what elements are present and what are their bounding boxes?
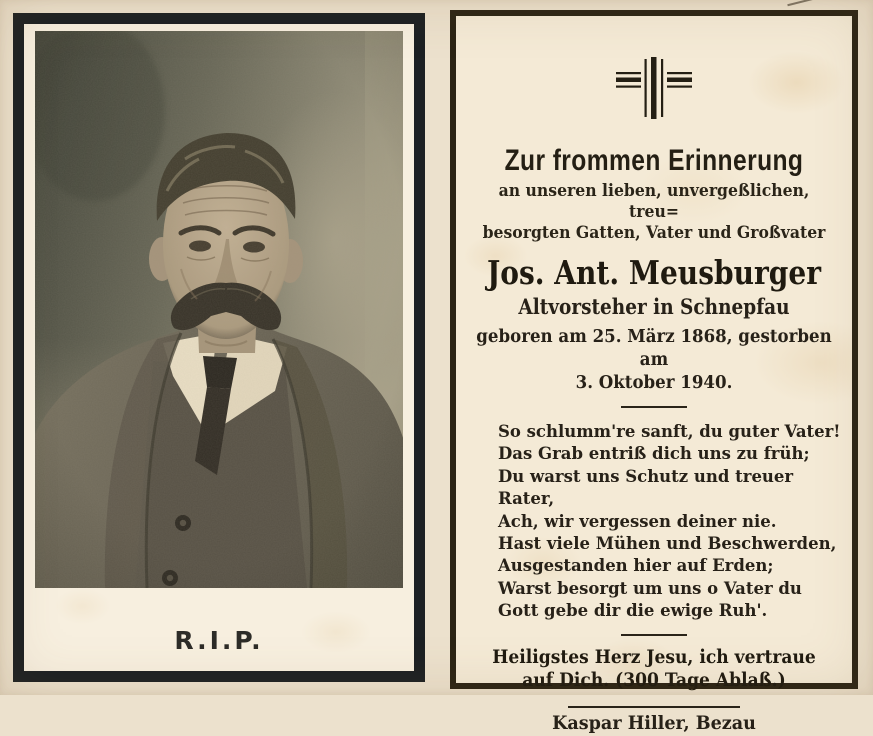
poem-line: Du warst uns Schutz und treuer Rater,: [498, 466, 794, 510]
publisher: Kaspar Hiller, Bezau: [552, 712, 756, 734]
portrait-photo: [35, 31, 403, 588]
poem-line: So schlumm're sanft, du guter Vater!: [498, 422, 841, 442]
deceased-name: Jos. Ant. Meusburger: [486, 253, 822, 292]
memorial-text-card: [450, 10, 858, 734]
poem-line: Ausgestanden hier auf Erden;: [498, 556, 774, 577]
publisher-rule: [568, 706, 740, 708]
poem-line: Gott gebe dir die ewige Ruh'.: [498, 601, 768, 622]
poem-line: Hast viele Mühen und Beschwerden,: [498, 534, 837, 555]
dedication-line-1: an unseren lieben, unvergeßlichen, treu=: [498, 181, 810, 222]
portrait-photo-illustration: [35, 31, 403, 588]
poem-line: Ach, wir vergessen deiner nie.: [498, 511, 777, 532]
photo-card: [13, 13, 425, 682]
cross-icon: [609, 56, 699, 120]
card-heading: Zur frommen Erinnerung: [504, 144, 804, 177]
dates-line-1: geboren am 25. März 1868, gestorben am: [476, 327, 832, 370]
dedication-line-2: besorgten Gatten, Vater und Großvater: [482, 223, 826, 243]
memorial-poem: [498, 421, 841, 623]
dates-line-2: 3. Oktober 1940.: [575, 373, 733, 393]
rip-caption: R.I.P.: [174, 626, 264, 655]
divider-rule: [621, 634, 687, 636]
devotion-line-2: auf Dich. (300 Tage Ablaß.): [522, 669, 786, 692]
deceased-role: Altvorsteher in Schnepfau: [518, 294, 790, 319]
divider-rule: [621, 406, 687, 408]
poem-line: Das Grab entriß dich uns zu früh;: [498, 444, 810, 465]
devotion-line-1: Heiligstes Herz Jesu, ich vertraue: [492, 645, 816, 668]
poem-line: Warst besorgt um uns o Vater du: [498, 578, 802, 599]
